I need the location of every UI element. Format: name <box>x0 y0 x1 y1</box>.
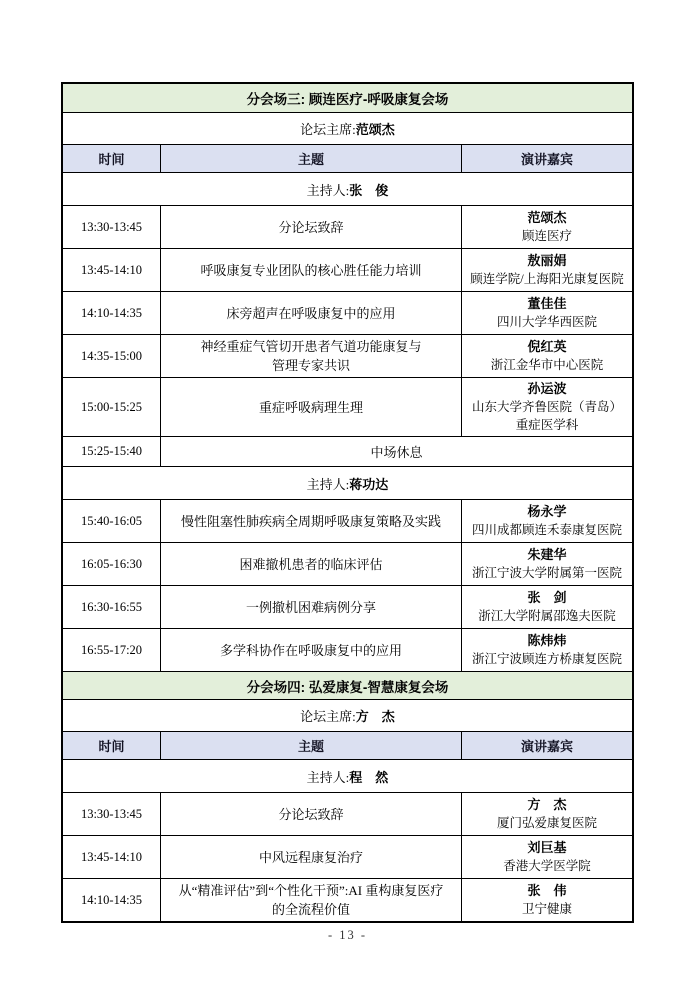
speaker-affiliation: 顾连学院/上海阳光康复医院 <box>470 272 624 286</box>
column-header-topic: 主题 <box>160 145 461 172</box>
column-header-speaker: 演讲嘉宾 <box>461 145 632 172</box>
chair-label: 论坛主席: <box>300 122 356 137</box>
column-header-topic: 主题 <box>160 732 461 759</box>
speaker-affiliation: 香港大学医学院 <box>503 859 591 873</box>
topic-cell <box>160 836 461 878</box>
time-cell: 15:00-15:25 <box>80 399 143 414</box>
speaker-name: 张 伟 <box>527 883 567 898</box>
host-label: 主持人: <box>306 769 350 785</box>
host-label: 主持人: <box>306 476 350 492</box>
speaker-affiliation: 浙江宁波大学附属第一医院 <box>471 566 622 580</box>
topic-line: 的全流程价值 <box>271 902 350 917</box>
speaker-cell <box>461 335 632 377</box>
topic-line: 从“精准评估”到“个性化干预”:AI 重构康复医疗 <box>178 883 444 898</box>
talk-row <box>63 248 632 291</box>
host-row <box>63 172 632 205</box>
time-cell: 16:55-17:20 <box>80 642 143 657</box>
speaker-name: 张 剑 <box>527 590 567 605</box>
topic-cell <box>160 292 461 334</box>
topic-cell <box>160 629 461 671</box>
time-cell: 14:10-14:35 <box>80 305 143 320</box>
time-cell: 15:25-15:40 <box>80 444 143 458</box>
speaker-affiliation: 浙江金华市中心医院 <box>490 358 604 372</box>
speaker-name: 敖丽娟 <box>527 253 567 268</box>
speaker-name: 杨永学 <box>527 504 567 519</box>
topic-line: 中风远程康复治疗 <box>258 849 363 865</box>
topic-line: 管理专家共识 <box>271 358 350 373</box>
topic-cell <box>160 543 461 585</box>
speaker-cell <box>461 879 632 921</box>
talk-row <box>63 628 632 671</box>
speaker-cell <box>461 586 632 628</box>
speaker-name: 刘巨基 <box>527 840 567 855</box>
host-name: 蒋功达 <box>349 476 389 492</box>
speaker-affiliation: 厦门弘爱康复医院 <box>496 816 597 830</box>
talk-row <box>63 835 632 878</box>
speaker-affiliation: 浙江宁波顾连方桥康复医院 <box>471 652 622 666</box>
topic-cell <box>160 586 461 628</box>
talk-row <box>63 291 632 334</box>
program-table <box>61 82 634 923</box>
chair-name: 方 杰 <box>355 709 395 724</box>
time-cell: 15:40-16:05 <box>80 513 143 528</box>
time-cell: 14:10-14:35 <box>80 892 143 907</box>
speaker-name: 陈炜炜 <box>527 633 567 648</box>
host-name: 张 俊 <box>349 182 389 198</box>
speaker-name: 方 杰 <box>527 797 567 812</box>
speaker-name: 范颂杰 <box>527 210 567 225</box>
topic-cell <box>160 378 461 436</box>
time-cell: 14:35-15:00 <box>80 348 143 363</box>
time-cell: 16:05-16:30 <box>80 556 143 571</box>
chair-name: 范颂杰 <box>355 122 395 137</box>
talk-row <box>63 585 632 628</box>
topic-cell <box>160 500 461 542</box>
chair-label: 论坛主席: <box>300 709 356 724</box>
talk-row <box>63 334 632 377</box>
topic-line: 重症呼吸病理生理 <box>258 399 363 415</box>
time-cell: 13:30-13:45 <box>80 806 143 821</box>
column-header-row <box>63 731 632 759</box>
speaker-affiliation: 卫宁健康 <box>521 902 572 916</box>
topic-cell <box>160 249 461 291</box>
time-cell: 13:45-14:10 <box>80 262 143 277</box>
topic-line: 床旁超声在呼吸康复中的应用 <box>226 305 396 321</box>
page-number: - 13 - <box>327 928 368 942</box>
speaker-cell <box>461 543 632 585</box>
speaker-affiliation: 浙江大学附属邵逸夫医院 <box>478 609 616 623</box>
speaker-cell <box>461 249 632 291</box>
column-header-time: 时间 <box>98 739 125 754</box>
speaker-cell <box>461 629 632 671</box>
speaker-affiliation: 顾连医疗 <box>521 229 572 243</box>
topic-cell <box>160 879 461 921</box>
column-header-time: 时间 <box>98 152 125 167</box>
topic-line: 呼吸康复专业团队的核心胜任能力培训 <box>200 262 422 278</box>
speaker-affiliation: 四川成都顾连禾泰康复医院 <box>471 523 622 537</box>
topic-line: 神经重症气管切开患者气道功能康复与 <box>200 339 422 354</box>
talk-row <box>63 499 632 542</box>
topic-line: 分论坛致辞 <box>278 806 344 822</box>
host-row <box>63 466 632 499</box>
host-row <box>63 759 632 792</box>
topic-line: 多学科协作在呼吸康复中的应用 <box>219 642 402 658</box>
talk-row <box>63 542 632 585</box>
talk-row <box>63 377 632 436</box>
speaker-affiliation: 四川大学华西医院 <box>496 315 597 329</box>
speaker-cell <box>461 206 632 248</box>
speaker-cell <box>461 836 632 878</box>
speaker-affiliation: 山东大学齐鲁医院（青岛） <box>471 400 622 414</box>
column-header-row <box>63 144 632 172</box>
speaker-cell <box>461 500 632 542</box>
forum-chair-row <box>63 112 632 144</box>
column-header-speaker: 演讲嘉宾 <box>461 732 632 759</box>
speaker-name: 倪红英 <box>527 339 567 354</box>
topic-line: 困难撤机患者的临床评估 <box>239 556 383 572</box>
break-label: 中场休息 <box>160 437 632 466</box>
session-title-row: 分会场三: 顾连医疗-呼吸康复会场 <box>63 84 632 112</box>
speaker-name: 孙运波 <box>527 381 567 396</box>
speaker-affiliation: 重症医学科 <box>515 418 579 432</box>
speaker-cell <box>461 292 632 334</box>
forum-chair-row <box>63 699 632 731</box>
host-label: 主持人: <box>306 182 350 198</box>
time-cell: 13:30-13:45 <box>80 219 143 234</box>
topic-cell <box>160 335 461 377</box>
speaker-name: 董佳佳 <box>527 296 567 311</box>
speaker-name: 朱建华 <box>527 547 567 562</box>
talk-row <box>63 878 632 921</box>
time-cell: 16:30-16:55 <box>80 599 143 614</box>
time-cell: 13:45-14:10 <box>80 849 143 864</box>
topic-cell <box>160 793 461 835</box>
talk-row <box>63 792 632 835</box>
speaker-cell <box>461 793 632 835</box>
topic-line: 一例撤机困难病例分享 <box>245 599 376 615</box>
session-title-row: 分会场四: 弘爱康复-智慧康复会场 <box>63 671 632 699</box>
break-row <box>63 436 632 466</box>
talk-row <box>63 205 632 248</box>
host-name: 程 然 <box>349 769 389 785</box>
speaker-cell <box>461 378 632 436</box>
topic-cell <box>160 206 461 248</box>
topic-line: 慢性阻塞性肺疾病全周期呼吸康复策略及实践 <box>180 513 441 529</box>
topic-line: 分论坛致辞 <box>278 219 344 235</box>
